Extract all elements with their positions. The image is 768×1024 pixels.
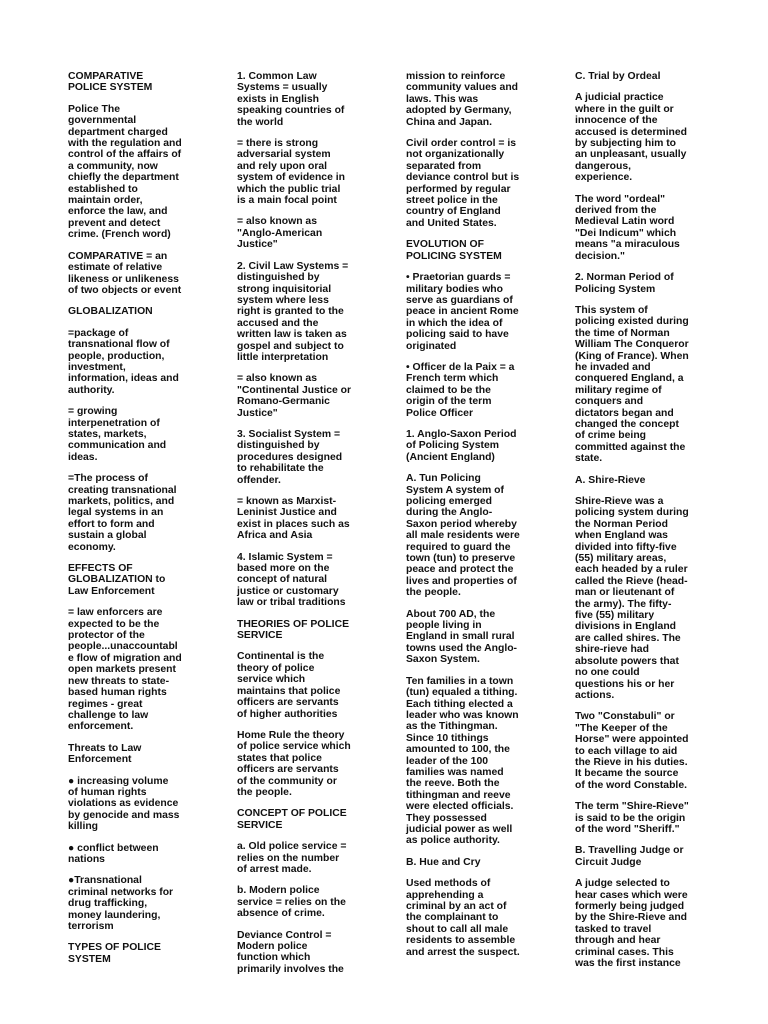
paragraph: B. Travelling Judge or Circuit Judge	[575, 845, 684, 868]
paragraph: ● increasing volume of human rights violations as evidence by genocide and mass killing	[68, 775, 180, 833]
paragraph: About 700 AD, the people living in England in small rural towns used the Anglo- Saxon System.	[406, 608, 518, 666]
paragraph: = also known as "Anglo-American Justice"	[237, 216, 323, 251]
paragraph: • Praetorian guards = military bodies who serve as guardians of peace in ancient Rome in which the idea of policing said to have originated	[406, 272, 519, 352]
paragraph: A judge selected to hear cases which were formerly being judged by the Shire-Rieve and tasked to travel through and hear criminal cases. This was the first instance	[575, 878, 688, 970]
paragraph: ●Transnational criminal networks for drug trafficking, money laundering, terrorism	[68, 875, 174, 932]
paragraph: Ten families in a town (tun) equaled a tithing. Each tithing elected a leader who was known as the Tithingman. Since 10 tithings amounted to 100, the leader of the 100 families was named the reeve. Both the tithingman and reeve were elected officials. They possessed judicial power as well as police authority.	[406, 675, 519, 847]
paragraph: C. Trial by Ordeal	[575, 71, 661, 82]
paragraph: COMPARATIVE = an estimate of relative likeness or unlikeness of two objects or event	[68, 250, 182, 296]
paragraph: Two "Constabuli" or "The Keeper of the Horse" were appointed to each village to aid the Rieve in his duties. It became the source of the word Constable.	[575, 711, 689, 791]
paragraph: A. Tun Policing System A system of policing emerged during the Anglo- Saxon period whereby all male residents were required to guard the town (tun) to preserve peace and protect the lives and properties of the people.	[406, 473, 520, 599]
paragraph: EFFECTS OF GLOBALIZATION to Law Enforcement	[68, 563, 166, 597]
paragraph: ● conflict between nations	[68, 842, 159, 865]
paragraph: Used methods of apprehending a criminal by an act of the complainant to shout to call all male residents to assemble and arrest the suspect.	[406, 878, 520, 958]
paragraph: A. Shire-Rieve	[575, 474, 646, 486]
paragraph: 2. Norman Period of Policing System	[575, 272, 674, 295]
paragraph: = law enforcers are expected to be the protector of the people...unaccountabl e flow of migration and open markets present new threats to state- based human rights regimes - great challenge to law enforcement.	[68, 607, 182, 733]
paragraph: 3. Socialist System = distinguished by procedures designed to rehabilitate the offender.	[237, 428, 343, 486]
paragraph: Threats to Law Enforcement	[68, 742, 142, 766]
paragraph: EVOLUTION OF POLICING SYSTEM	[406, 239, 502, 262]
paragraph: THEORIES OF POLICE SERVICE	[237, 618, 349, 642]
paragraph: 4. Islamic System = based more on the concept of natural justice or customary law or tribal traditions	[237, 551, 346, 609]
paragraph: This system of policing existed during the time of Norman William The Conqueror (King of France). When he invaded and conquered England, a military regime of conquers and dictators began and changed the concept of crime being committed against the state.	[575, 304, 689, 465]
paragraph: b. Modern police service = relies on the absence of crime.	[237, 885, 346, 920]
paragraph: The term "Shire-Rieve" is said to be the origin of the word "Sheriff."	[575, 801, 689, 835]
paragraph: B. Hue and Cry	[406, 856, 481, 868]
paragraph: CONCEPT OF POLICE SERVICE	[237, 808, 347, 831]
paragraph: Civil order control = is not organizationally separated from deviance control but is performed by regular street police in the country of England and United States.	[406, 138, 520, 229]
paragraph: a. Old police service = relies on the number of arrest made.	[237, 841, 347, 875]
paragraph: mission to reinforce community values and laws. This was adopted by Germany, China and Japan.	[406, 71, 519, 128]
paragraph: = known as Marxist- Leninist Justice and exist in places such as Africa and Asia	[237, 496, 350, 542]
paragraph: Home Rule the theory of police service which states that police officers are servants of the community or the people.	[237, 729, 351, 798]
paragraph: =package of transnational flow of people, production, investment, information, ideas and authority.	[68, 327, 179, 396]
text-column-2	[237, 71, 363, 985]
paragraph: Shire-Rieve was a policing system during the Norman Period when England was divided into fifty-five (55) military areas, each headed by a ruler called the Rieve (head- man or lieutenant of the army). The fifty- five (55) military divisions in England are called shires. The shire-rieve had absolute powers that no one could questions his or her actions.	[575, 496, 689, 701]
paragraph: = growing interpenetration of states, markets, communication and ideas.	[68, 406, 167, 463]
paragraph: Continental is the theory of police service which maintains that police officers are servants of higher authorities	[237, 651, 341, 720]
paragraph: = there is strong adversarial system and rely upon oral system of evidence in which the public trial is a main focal point	[237, 138, 345, 207]
paragraph: The word "ordeal" derived from the Medieval Latin word "Dei Indicum" which means "a miraculous decision."	[575, 193, 680, 262]
text-column-4	[575, 71, 701, 979]
paragraph: Police The governmental department charged with the regulation and control of the affairs of a community, now chiefly the department established to maintain order, enforce the law, and prevent and detect crime. (French word)	[68, 103, 182, 241]
paragraph: TYPES OF POLICE SYSTEM	[68, 942, 161, 965]
paragraph: 2. Civil Law Systems = distinguished by strong inquisitorial system where less right is granted to the accused and the written law is taken as gospel and subject to little interpretation	[237, 260, 349, 363]
paragraph: 1. Common Law Systems = usually exists in English speaking countries of the world	[237, 71, 345, 128]
paragraph: = also known as "Continental Justice or Romano-Germanic Justice"	[237, 373, 352, 419]
paragraph: Deviance Control = Modern police function which primarily involves the	[237, 929, 344, 975]
text-column-1	[68, 71, 194, 975]
paragraph: GLOBALIZATION	[68, 306, 153, 318]
paragraph: • Officer de la Paix = a French term which claimed to be the origin of the term Police Officer	[406, 361, 515, 419]
paragraph: =The process of creating transnational markets, politics, and legal systems in an effort to form and sustain a global economy.	[68, 473, 177, 553]
paragraph: A judicial practice where in the guilt or innocence of the accused is determined by subjecting him to an unpleasant, usually dangerous, experience.	[575, 92, 688, 184]
paragraph: COMPARATIVE POLICE SYSTEM	[68, 71, 153, 94]
text-column-3	[406, 71, 532, 968]
paragraph: 1. Anglo-Saxon Period of Policing System (Ancient England)	[406, 428, 517, 463]
